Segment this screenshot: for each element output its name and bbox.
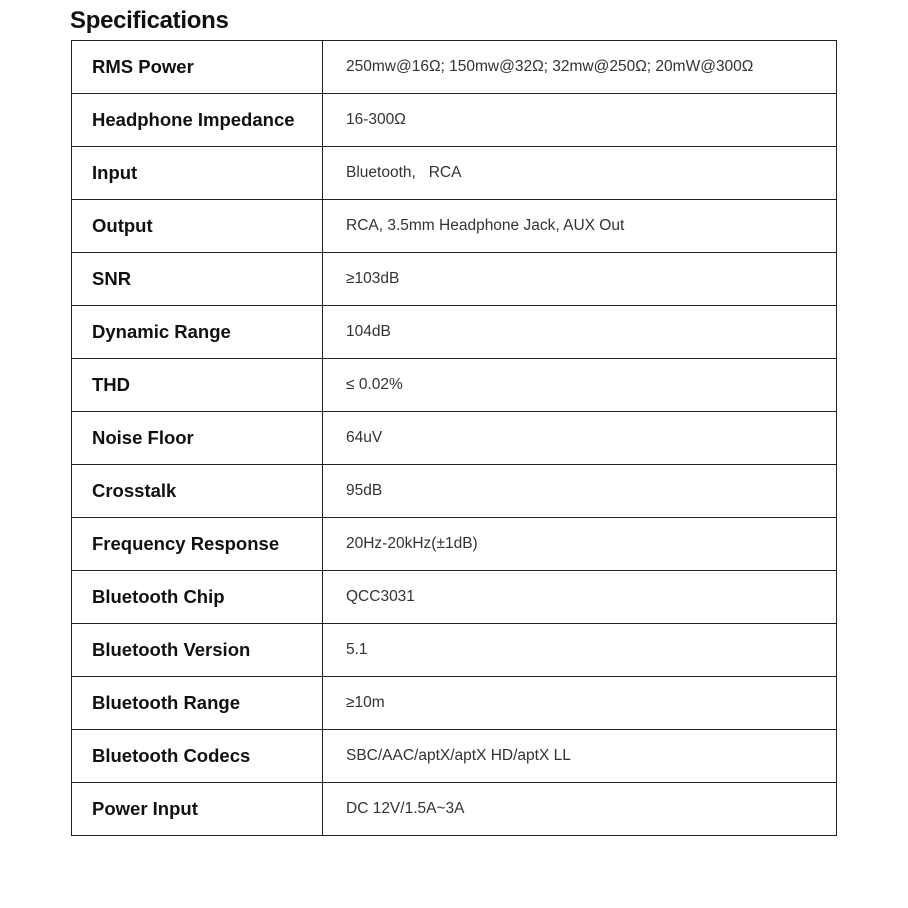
spec-label: Input xyxy=(72,147,323,200)
spec-value: 104dB xyxy=(323,306,837,359)
spec-value: 95dB xyxy=(323,465,837,518)
table-row xyxy=(72,359,837,412)
spec-label: Crosstalk xyxy=(72,465,323,518)
table-row xyxy=(72,41,837,94)
spec-value: RCA, 3.5mm Headphone Jack, AUX Out xyxy=(323,200,837,253)
table-row xyxy=(72,306,837,359)
spec-value: ≥10m xyxy=(323,677,837,730)
table-row xyxy=(72,94,837,147)
spec-label: Dynamic Range xyxy=(72,306,323,359)
page-title: Specifications xyxy=(70,7,229,34)
specifications-table xyxy=(71,40,837,836)
spec-value: Bluetooth, RCA xyxy=(323,147,837,200)
table-row xyxy=(72,200,837,253)
table-row xyxy=(72,571,837,624)
spec-label: Bluetooth Version xyxy=(72,624,323,677)
spec-value: QCC3031 xyxy=(323,571,837,624)
table-row xyxy=(72,783,837,836)
spec-value: 16-300Ω xyxy=(323,94,837,147)
spec-value: ≤ 0.02% xyxy=(323,359,837,412)
spec-label: THD xyxy=(72,359,323,412)
spec-label: RMS Power xyxy=(72,41,323,94)
spec-label: Noise Floor xyxy=(72,412,323,465)
spec-label: Bluetooth Range xyxy=(72,677,323,730)
spec-label: SNR xyxy=(72,253,323,306)
spec-label: Output xyxy=(72,200,323,253)
spec-value: ≥103dB xyxy=(323,253,837,306)
spec-label: Headphone Impedance xyxy=(72,94,323,147)
spec-value: DC 12V/1.5A~3A xyxy=(323,783,837,836)
spec-value: SBC/AAC/aptX/aptX HD/aptX LL xyxy=(323,730,837,783)
spec-label: Bluetooth Codecs xyxy=(72,730,323,783)
table-row xyxy=(72,412,837,465)
table-row xyxy=(72,677,837,730)
spec-value: 250mw@16Ω; 150mw@32Ω; 32mw@250Ω; 20mW@300Ω xyxy=(323,41,837,94)
table-row xyxy=(72,253,837,306)
table-row xyxy=(72,624,837,677)
spec-label: Bluetooth Chip xyxy=(72,571,323,624)
spec-value: 20Hz-20kHz(±1dB) xyxy=(323,518,837,571)
spec-label: Power Input xyxy=(72,783,323,836)
table-row xyxy=(72,147,837,200)
table-row xyxy=(72,730,837,783)
spec-label: Frequency Response xyxy=(72,518,323,571)
table-row xyxy=(72,465,837,518)
table-row xyxy=(72,518,837,571)
spec-value: 64uV xyxy=(323,412,837,465)
spec-value: 5.1 xyxy=(323,624,837,677)
